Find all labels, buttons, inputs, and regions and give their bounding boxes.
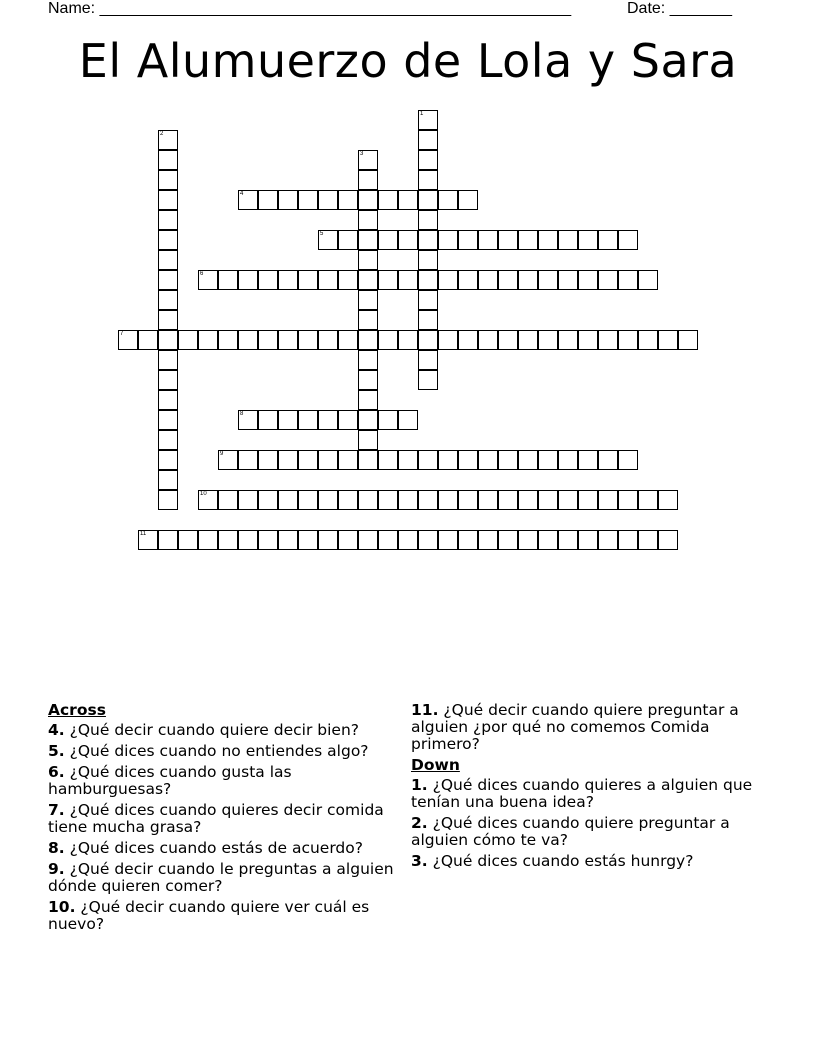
grid-cell — [478, 330, 498, 350]
grid-cell — [458, 270, 478, 290]
grid-cell — [318, 530, 338, 550]
grid-cell — [158, 310, 178, 330]
date-line: Date: _______ — [627, 0, 732, 17]
grid-cell — [478, 230, 498, 250]
grid-cell — [498, 230, 518, 250]
grid-cell — [358, 170, 378, 190]
grid-cell — [458, 530, 478, 550]
clue-down-3: 3. ¿Qué dices cuando estás hunrgy? — [411, 852, 694, 870]
grid-cell — [418, 310, 438, 330]
grid-cell — [458, 450, 478, 470]
grid-cell — [558, 330, 578, 350]
grid-cell — [418, 130, 438, 150]
grid-cell — [538, 490, 558, 510]
grid-cell — [598, 530, 618, 550]
grid-cell — [658, 330, 678, 350]
grid-cell — [458, 330, 478, 350]
grid-cell — [118, 330, 138, 350]
grid-cell — [418, 150, 438, 170]
grid-cell — [378, 410, 398, 430]
grid-cell — [358, 270, 378, 290]
grid-cell — [478, 490, 498, 510]
name-line: Name: _____________________________________________________ — [48, 0, 572, 17]
clue-number: 5 — [320, 231, 324, 237]
grid-cell — [658, 530, 678, 550]
grid-cell — [158, 390, 178, 410]
grid-cell — [138, 530, 158, 550]
grid-cell — [518, 530, 538, 550]
grid-cell — [598, 270, 618, 290]
grid-cell — [278, 270, 298, 290]
grid-cell — [418, 230, 438, 250]
grid-cell — [358, 250, 378, 270]
more-clues — [411, 702, 756, 874]
grid-cell — [318, 410, 338, 430]
grid-cell — [198, 530, 218, 550]
grid-cell — [298, 270, 318, 290]
grid-cell — [358, 530, 378, 550]
grid-cell — [358, 490, 378, 510]
grid-cell — [318, 270, 338, 290]
clue-across-7: 7. ¿Qué dices cuando quieres decir comida tiene mucha grasa? — [48, 801, 384, 836]
grid-cell — [338, 330, 358, 350]
grid-cell — [418, 330, 438, 350]
grid-cell — [578, 530, 598, 550]
grid-cell — [438, 230, 458, 250]
grid-cell — [358, 290, 378, 310]
grid-cell — [518, 450, 538, 470]
grid-cell — [518, 490, 538, 510]
grid-cell — [298, 450, 318, 470]
grid-cell — [558, 450, 578, 470]
grid-cell — [398, 230, 418, 250]
grid-cell — [218, 330, 238, 350]
grid-cell — [358, 450, 378, 470]
clue-number: 6 — [200, 271, 204, 277]
grid-cell — [378, 230, 398, 250]
grid-cell — [358, 410, 378, 430]
clue-across-6: 6. ¿Qué dices cuando gusta las hamburguesas? — [48, 763, 292, 798]
grid-cell — [578, 450, 598, 470]
across-heading: Across — [48, 701, 106, 719]
grid-cell — [378, 330, 398, 350]
grid-cell — [318, 450, 338, 470]
grid-cell — [418, 250, 438, 270]
grid-cell — [158, 130, 178, 150]
grid-cell — [398, 450, 418, 470]
grid-cell — [498, 450, 518, 470]
grid-cell — [598, 330, 618, 350]
grid-cell — [418, 190, 438, 210]
clue-number: 7 — [120, 331, 124, 337]
grid-cell — [358, 210, 378, 230]
grid-cell — [158, 470, 178, 490]
grid-cell — [158, 370, 178, 390]
grid-cell — [638, 490, 658, 510]
grid-cell — [538, 330, 558, 350]
grid-cell — [238, 490, 258, 510]
grid-cell — [398, 490, 418, 510]
grid-cell — [378, 270, 398, 290]
grid-cell — [618, 230, 638, 250]
grid-cell — [398, 410, 418, 430]
grid-cell — [358, 390, 378, 410]
grid-cell — [638, 530, 658, 550]
grid-cell — [158, 330, 178, 350]
grid-cell — [298, 490, 318, 510]
grid-cell — [358, 430, 378, 450]
grid-cell — [578, 330, 598, 350]
grid-cell — [158, 190, 178, 210]
grid-cell — [518, 270, 538, 290]
grid-cell — [198, 330, 218, 350]
grid-cell — [558, 530, 578, 550]
grid-cell — [238, 270, 258, 290]
grid-cell — [418, 370, 438, 390]
grid-cell — [458, 230, 478, 250]
grid-cell — [158, 250, 178, 270]
grid-cell — [658, 490, 678, 510]
grid-cell — [578, 490, 598, 510]
grid-cell — [598, 230, 618, 250]
clue-across-8: 8. ¿Qué dices cuando estás de acuerdo? — [48, 839, 363, 857]
grid-cell — [318, 490, 338, 510]
grid-cell — [638, 330, 658, 350]
grid-cell — [318, 330, 338, 350]
grid-cell — [298, 530, 318, 550]
grid-cell — [418, 530, 438, 550]
grid-cell — [158, 170, 178, 190]
grid-cell — [258, 490, 278, 510]
grid-cell — [358, 310, 378, 330]
clue-across-5: 5. ¿Qué dices cuando no entiendes algo? — [48, 742, 369, 760]
grid-cell — [418, 270, 438, 290]
clue-number: 2 — [160, 131, 164, 137]
grid-cell — [338, 410, 358, 430]
grid-cell — [278, 410, 298, 430]
grid-cell — [398, 190, 418, 210]
grid-cell — [178, 530, 198, 550]
grid-cell — [298, 410, 318, 430]
grid-cell — [158, 410, 178, 430]
grid-cell — [338, 530, 358, 550]
grid-cell — [338, 450, 358, 470]
grid-cell — [418, 290, 438, 310]
grid-cell — [438, 490, 458, 510]
grid-cell — [558, 270, 578, 290]
grid-cell — [258, 190, 278, 210]
grid-cell — [238, 450, 258, 470]
grid-cell — [158, 530, 178, 550]
grid-cell — [618, 490, 638, 510]
grid-cell — [258, 450, 278, 470]
grid-cell — [498, 490, 518, 510]
clue-down-2: 2. ¿Qué dices cuando quiere preguntar a alguien cómo te va? — [411, 814, 730, 849]
clue-across-9: 9. ¿Qué decir cuando le preguntas a alguien dónde quieren comer? — [48, 860, 394, 895]
grid-cell — [278, 530, 298, 550]
clue-number: 11 — [140, 531, 147, 537]
grid-cell — [318, 190, 338, 210]
grid-cell — [238, 330, 258, 350]
grid-cell — [418, 450, 438, 470]
grid-cell — [618, 330, 638, 350]
grid-cell — [158, 490, 178, 510]
grid-cell — [298, 190, 318, 210]
grid-cell — [518, 330, 538, 350]
down-heading: Down — [411, 756, 460, 774]
grid-cell — [418, 210, 438, 230]
grid-cell — [158, 350, 178, 370]
grid-cell — [298, 330, 318, 350]
grid-cell — [578, 230, 598, 250]
grid-cell — [618, 450, 638, 470]
grid-cell — [598, 450, 618, 470]
grid-cell — [458, 490, 478, 510]
grid-cell — [438, 270, 458, 290]
grid-cell — [278, 330, 298, 350]
grid-cell — [378, 490, 398, 510]
clue-number: 1 — [420, 111, 424, 117]
grid-cell — [398, 330, 418, 350]
grid-cell — [258, 330, 278, 350]
grid-cell — [158, 230, 178, 250]
grid-cell — [218, 490, 238, 510]
grid-cell — [538, 230, 558, 250]
grid-cell — [358, 190, 378, 210]
grid-cell — [538, 450, 558, 470]
grid-cell — [598, 490, 618, 510]
grid-cell — [438, 530, 458, 550]
grid-cell — [438, 450, 458, 470]
grid-cell — [218, 530, 238, 550]
grid-cell — [438, 330, 458, 350]
grid-cell — [258, 410, 278, 430]
grid-cell — [498, 530, 518, 550]
grid-cell — [538, 270, 558, 290]
grid-cell — [438, 190, 458, 210]
grid-cell — [478, 450, 498, 470]
grid-cell — [358, 150, 378, 170]
grid-cell — [278, 450, 298, 470]
grid-cell — [418, 170, 438, 190]
grid-cell — [518, 230, 538, 250]
grid-cell — [198, 490, 218, 510]
grid-cell — [238, 410, 258, 430]
clue-across-4: 4. ¿Qué decir cuando quiere decir bien? — [48, 721, 359, 739]
grid-cell — [338, 490, 358, 510]
grid-cell — [158, 210, 178, 230]
across-clues — [48, 702, 398, 937]
grid-cell — [398, 270, 418, 290]
grid-cell — [278, 490, 298, 510]
clue-number: 4 — [240, 191, 244, 197]
grid-cell — [418, 350, 438, 370]
grid-cell — [318, 230, 338, 250]
grid-cell — [358, 330, 378, 350]
grid-cell — [398, 530, 418, 550]
grid-cell — [158, 290, 178, 310]
grid-cell — [338, 190, 358, 210]
grid-cell — [158, 430, 178, 450]
grid-cell — [138, 330, 158, 350]
grid-cell — [178, 330, 198, 350]
grid-cell — [358, 350, 378, 370]
grid-cell — [378, 190, 398, 210]
grid-cell — [578, 270, 598, 290]
grid-cell — [358, 370, 378, 390]
grid-cell — [158, 270, 178, 290]
clue-down-1: 1. ¿Qué dices cuando quieres a alguien que tenían una buena idea? — [411, 776, 753, 811]
grid-cell — [558, 230, 578, 250]
grid-cell — [378, 450, 398, 470]
grid-cell — [158, 150, 178, 170]
puzzle-title: El Alumuerzo de Lola y Sara — [78, 34, 738, 88]
grid-cell — [638, 270, 658, 290]
grid-cell — [478, 530, 498, 550]
clue-across-11: 11. ¿Qué decir cuando quiere preguntar a alguien ¿por qué no comemos Comida primero? — [411, 701, 739, 753]
grid-cell — [218, 450, 238, 470]
grid-cell — [278, 190, 298, 210]
grid-cell — [258, 530, 278, 550]
grid-cell — [498, 330, 518, 350]
grid-cell — [558, 490, 578, 510]
grid-cell — [378, 530, 398, 550]
grid-cell — [258, 270, 278, 290]
grid-cell — [418, 110, 438, 130]
grid-cell — [538, 530, 558, 550]
grid-cell — [338, 270, 358, 290]
grid-cell — [338, 230, 358, 250]
clue-across-10: 10. ¿Qué decir cuando quiere ver cuál es nuevo? — [48, 898, 370, 933]
grid-cell — [618, 270, 638, 290]
grid-cell — [158, 450, 178, 470]
grid-cell — [238, 190, 258, 210]
grid-cell — [418, 490, 438, 510]
grid-cell — [478, 270, 498, 290]
grid-cell — [218, 270, 238, 290]
grid-cell — [458, 190, 478, 210]
clue-number: 10 — [200, 491, 207, 497]
grid-cell — [498, 270, 518, 290]
clue-number: 3 — [360, 151, 364, 157]
clue-number: 8 — [240, 411, 244, 417]
grid-cell — [198, 270, 218, 290]
grid-cell — [678, 330, 698, 350]
grid-cell — [358, 230, 378, 250]
grid-cell — [618, 530, 638, 550]
grid-cell — [238, 530, 258, 550]
clue-number: 9 — [220, 451, 224, 457]
